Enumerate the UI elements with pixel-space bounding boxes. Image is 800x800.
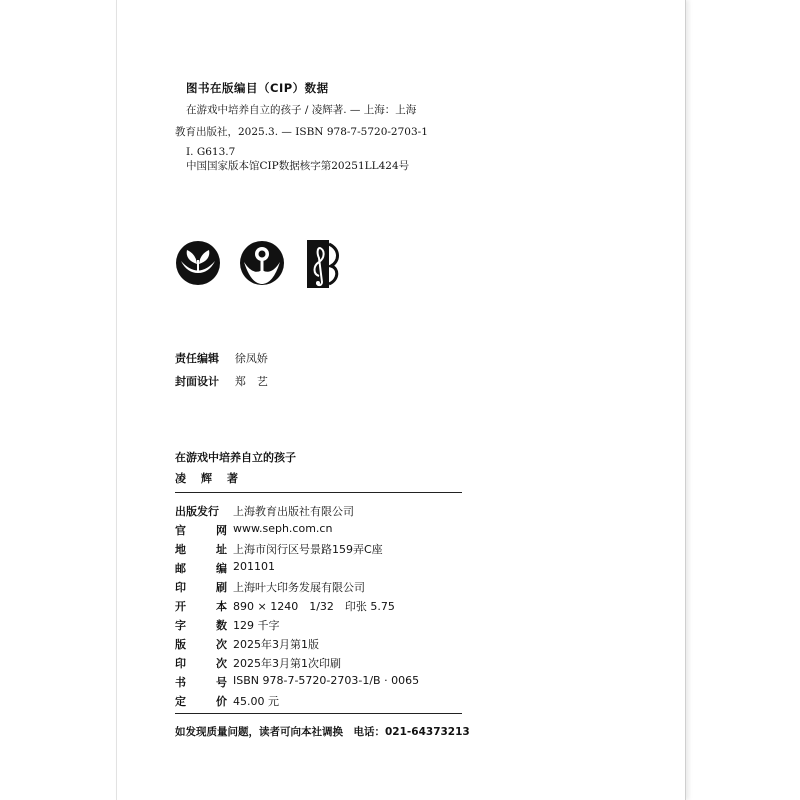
info-label: 书 号	[175, 676, 227, 689]
cip-line: Ⅰ. G613.7	[186, 146, 236, 158]
cip-line: 中国国家版本馆CIP数据核字第20251LL424号	[186, 160, 410, 172]
info-label: 出版发行	[175, 505, 219, 518]
info-label: 地 址	[175, 543, 227, 556]
info-value: 上海市闵行区号景路159弄C座	[233, 543, 383, 556]
info-value: 2025年3月第1版	[233, 638, 319, 651]
copyright-page	[116, 0, 686, 800]
info-label: 官 网	[175, 524, 227, 537]
info-label: 定 价	[175, 695, 227, 708]
info-value: 45.00 元	[233, 695, 279, 708]
info-label: 字 数	[175, 619, 227, 632]
info-value: 201101	[233, 560, 275, 573]
cover-design-value: 郑 艺	[234, 375, 268, 388]
editor-value: 徐凤娇	[234, 352, 268, 365]
info-value: 2025年3月第1次印刷	[233, 657, 341, 670]
info-value: 890 × 1240 1/32 印张 5.75	[233, 600, 395, 613]
info-value: www.seph.com.cn	[233, 522, 333, 535]
info-value: 上海叶大印务发展有限公司	[233, 581, 365, 594]
flower-circle-logo	[239, 240, 285, 286]
sprout-circle-logo	[175, 240, 221, 286]
info-label: 版 次	[175, 638, 227, 651]
book-title: 在游戏中培养自立的孩子	[175, 451, 296, 464]
info-label: 印 刷	[175, 581, 227, 594]
info-value: 129 千字	[233, 619, 280, 632]
info-value: 上海教育出版社有限公司	[233, 505, 354, 518]
book-author: 凌 辉 著	[175, 472, 240, 485]
info-label: 开 本	[175, 600, 227, 613]
quality-notice: 如发现质量问题，读者可向本社调换 电话：021-64373213	[175, 726, 470, 738]
publisher-logos	[175, 240, 355, 292]
divider-top	[175, 492, 462, 493]
editor-label: 责任编辑	[175, 352, 219, 365]
divider-bottom	[175, 713, 462, 714]
cip-line: 教育出版社，2025.3. — ISBN 978-7-5720-2703-1	[175, 126, 428, 138]
cip-heading: 图书在版编目（CIP）数据	[186, 81, 329, 95]
editor-line	[175, 350, 268, 366]
info-value: ISBN 978-7-5720-2703-1/B · 0065	[233, 674, 420, 687]
cip-line: 在游戏中培养自立的孩子 / 凌辉著. — 上海：上海	[186, 104, 417, 116]
cover-design-line	[175, 373, 268, 389]
cover-design-label: 封面设计	[175, 375, 219, 388]
info-label: 印 次	[175, 657, 227, 670]
music-note-logo	[307, 240, 343, 288]
info-label: 邮 编	[175, 562, 227, 575]
